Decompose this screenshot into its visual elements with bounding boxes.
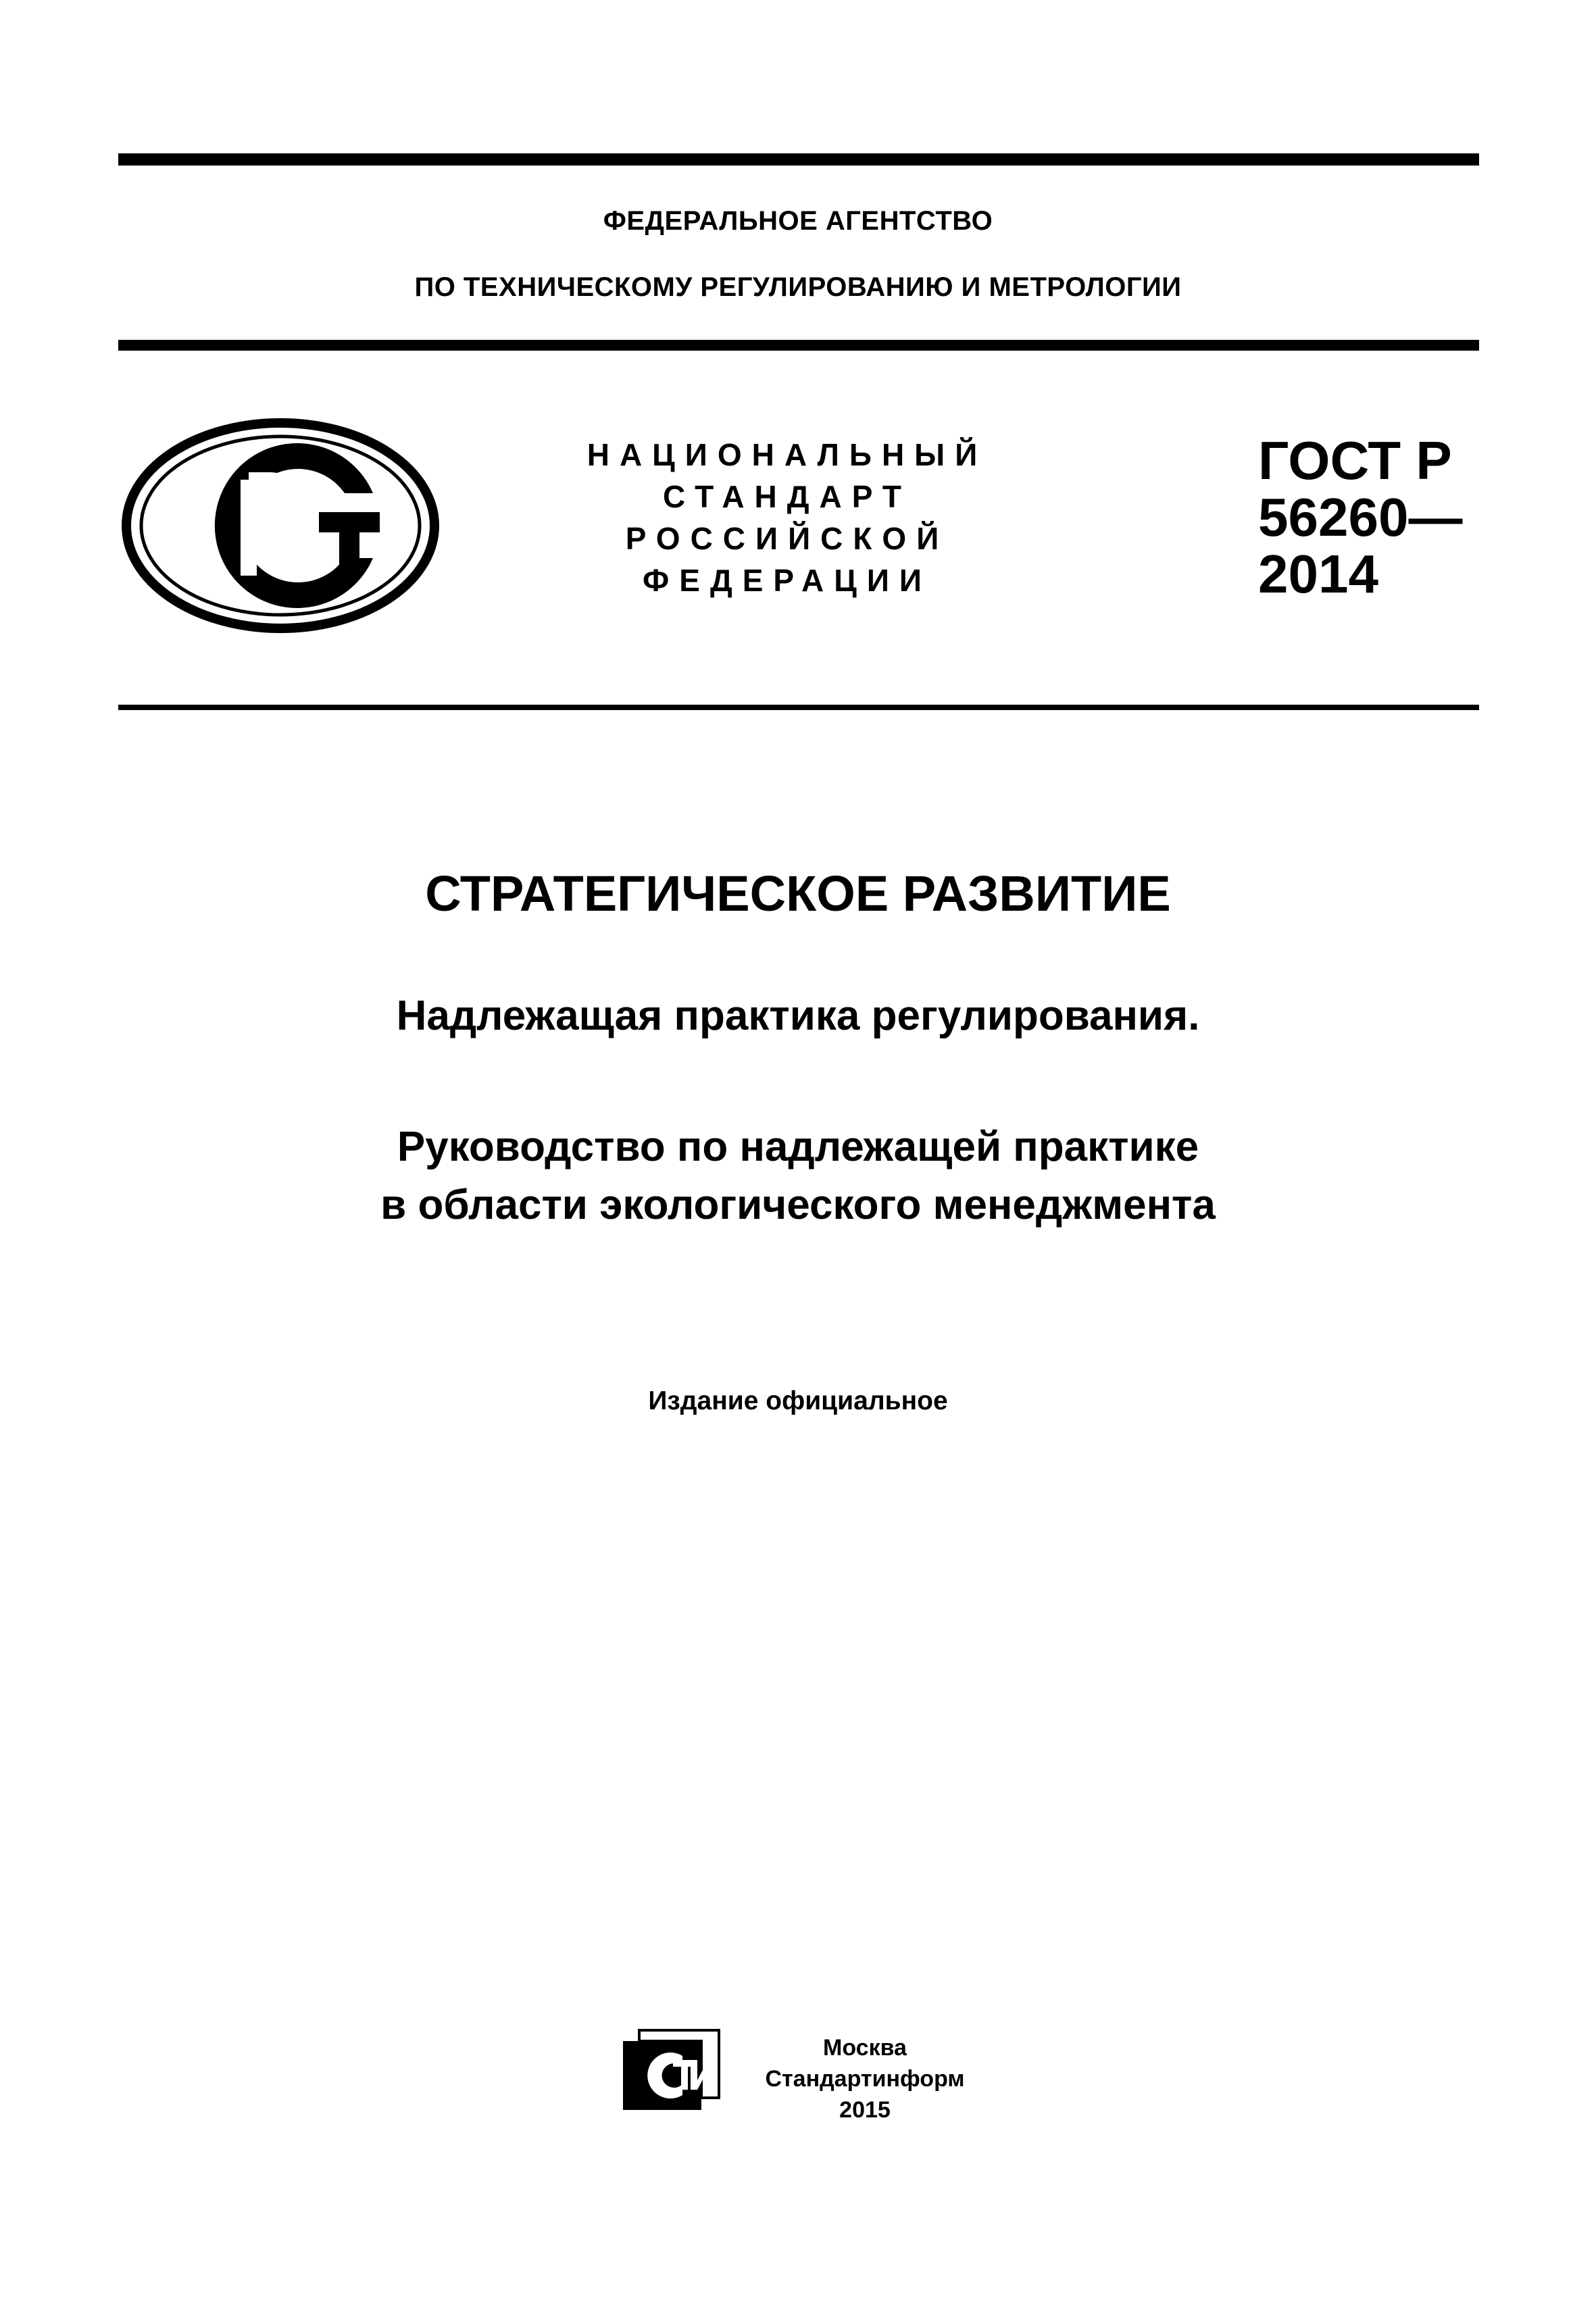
title-rule [118,705,1479,710]
edition-label: Издание официальное [648,1386,948,1415]
national-line-3: РОССИЙСКОЙ [625,521,949,556]
document-subtitle-1: Надлежащая практика регулирования. [396,992,1200,1039]
standartinform-logo-icon [620,2028,722,2113]
header-rule [118,340,1479,351]
standard-designation [1258,432,1462,603]
document-subtitle-2 [0,1118,1596,1234]
national-line-1: НАЦИОНАЛЬНЫЙ [587,437,988,472]
agency-line-1: ФЕДЕРАЛЬНОЕ АГЕНТСТВО [603,206,993,236]
designation-line-2: 56260— [1258,487,1463,547]
subtitle-2-line-1: Руководство по надлежащей практике [397,1124,1199,1170]
imprint-year: 2015 [839,2097,891,2123]
top-rule [118,153,1479,166]
imprint [730,2032,1000,2126]
subtitle-2-line-2: в области экологического менеджмента [380,1182,1216,1228]
imprint-city: Москва [823,2035,907,2061]
agency-line-2: ПО ТЕХНИЧЕСКОМУ РЕГУЛИРОВАНИЮ И МЕТРОЛОГИИ [414,272,1182,302]
imprint-publisher: Стандартинформ [765,2066,965,2092]
national-standard-label [514,434,1061,601]
designation-line-3: 2014 [1258,544,1378,604]
rst-emblem-icon [122,418,439,634]
national-line-4: ФЕДЕРАЦИИ [643,563,932,598]
document-title: СТРАТЕГИЧЕСКОЕ РАЗВИТИЕ [425,865,1171,922]
designation-line-1: ГОСТ Р [1258,430,1452,491]
national-line-2: СТАНДАРТ [663,479,912,514]
